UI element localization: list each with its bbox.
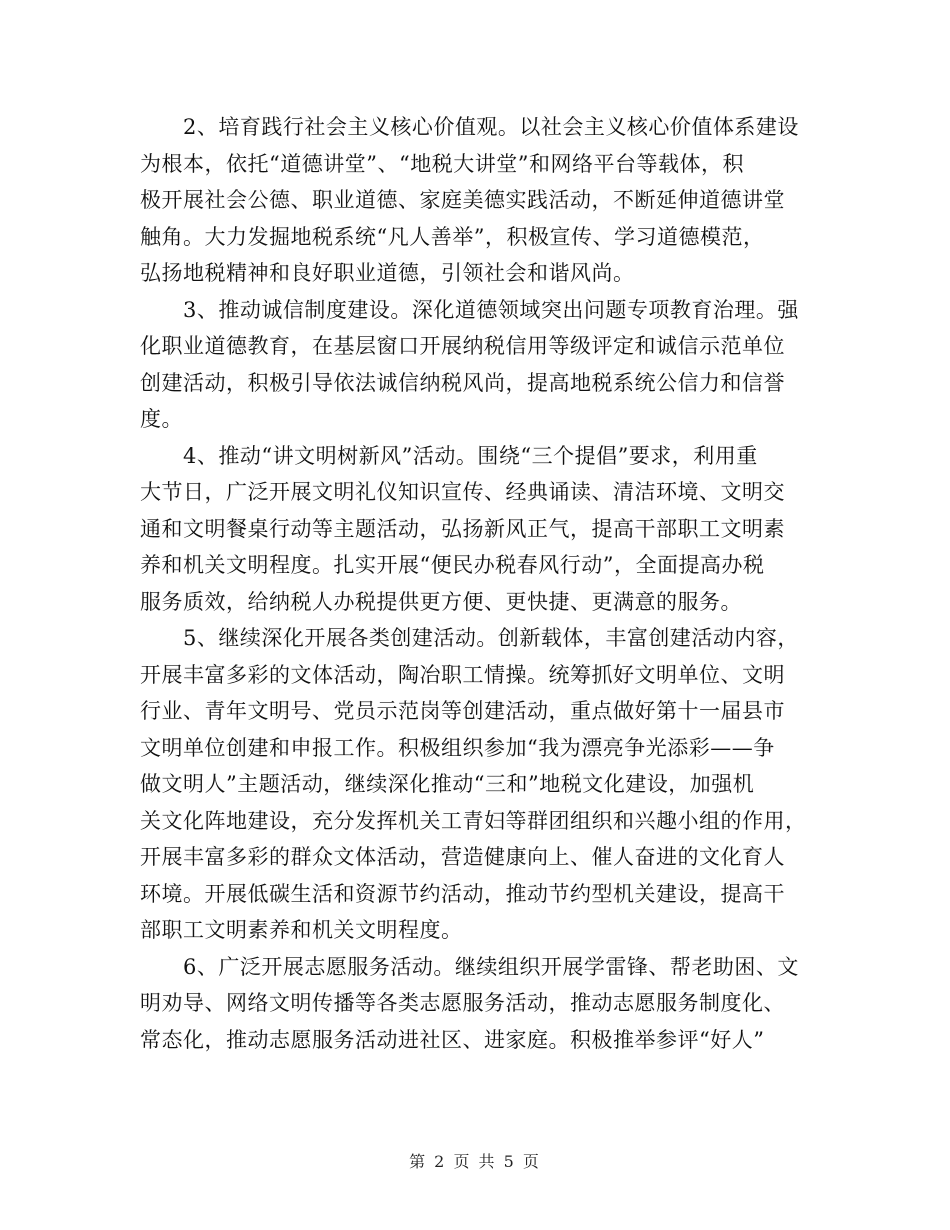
text-line: 明劝导、网络文明传播等各类志愿服务活动，推动志愿服务制度化、 (140, 991, 785, 1015)
text-line: 为根本，依托“道德讲堂”、“地税大讲堂”和网络平台等载体，积 (140, 151, 744, 176)
text-line: 部职工文明素养和机关文明程度。 (140, 918, 463, 942)
page-number-footer: 第 2 页 共 5 页 (409, 1152, 541, 1171)
paragraph-item-4 (140, 438, 812, 621)
text-line: 5、继续深化开展各类创建活动。创新载体，丰富创建活动内容， (140, 626, 799, 650)
text-line: 触角。大力发掘地税系统“凡人善举”，积极宣传、学习道德模范， (140, 224, 765, 249)
text-line: 度。 (140, 407, 183, 431)
text-line: 开展丰富多彩的文体活动，陶冶职工情操。统筹抓好文明单位、文明 (140, 662, 785, 687)
paragraph-item-3 (140, 292, 812, 438)
text-line: 3、推动诚信制度建设。深化道德领域突出问题专项教育治理。强 (140, 297, 799, 322)
paragraph-item-6 (140, 949, 812, 1059)
text-line: 做文明人”主题活动，继续深化推动“三和”地税文化建设，加强机 (140, 772, 755, 796)
paragraph-item-2 (140, 109, 812, 292)
text-line: 弘扬地税精神和良好职业道德，引领社会和谐风尚。 (140, 261, 635, 285)
text-line: 化职业道德教育，在基层窗口开展纳税信用等级评定和诚信示范单位 (140, 334, 785, 358)
text-line: 通和文明餐桌行动等主题活动，弘扬新风正气，提高干部职工文明素 (140, 516, 785, 541)
text-line: 大节日，广泛开展文明礼仪知识宣传、经典诵读、清洁环境、文明交 (140, 480, 785, 504)
text-line: 行业、青年文明号、党员示范岗等创建活动，重点做好第十一届县市 (140, 699, 785, 723)
text-line: 养和机关文明程度。扎实开展“便民办税春风行动”，全面提高办税 (140, 553, 765, 577)
paragraph-item-5 (140, 620, 812, 949)
text-line: 服务质效，给纳税人办税提供更方便、更快捷、更满意的服务。 (140, 589, 742, 614)
text-line: 创建活动，积极引导依法诚信纳税风尚，提高地税系统公信力和信誉 (140, 370, 785, 395)
text-line: 常态化，推动志愿服务活动进社区、进家庭。积极推举参评“好人” (140, 1027, 765, 1052)
text-line: 环境。开展低碳生活和资源节约活动，推动节约型机关建设，提高干 (140, 881, 785, 906)
text-line: 关文化阵地建设，充分发挥机关工青妇等群团组织和兴趣小组的作用， (140, 808, 807, 833)
text-line: 极开展社会公德、职业道德、家庭美德实践活动，不断延伸道德讲堂 (140, 188, 785, 212)
document-body (140, 109, 812, 1058)
text-line: 6、广泛开展志愿服务活动。继续组织开展学雷锋、帮老助困、文 (140, 954, 799, 979)
text-line: 2、培育践行社会主义核心价值观。以社会主义核心价值体系建设 (140, 115, 799, 139)
text-line: 文明单位创建和申报工作。积极组织参加“我为漂亮争光添彩——争 (140, 735, 775, 760)
text-line: 4、推动“讲文明树新风”活动。围绕“三个提倡”要求，利用重 (140, 443, 758, 468)
text-line: 开展丰富多彩的群众文体活动，营造健康向上、催人奋进的文化育人 (140, 845, 785, 869)
